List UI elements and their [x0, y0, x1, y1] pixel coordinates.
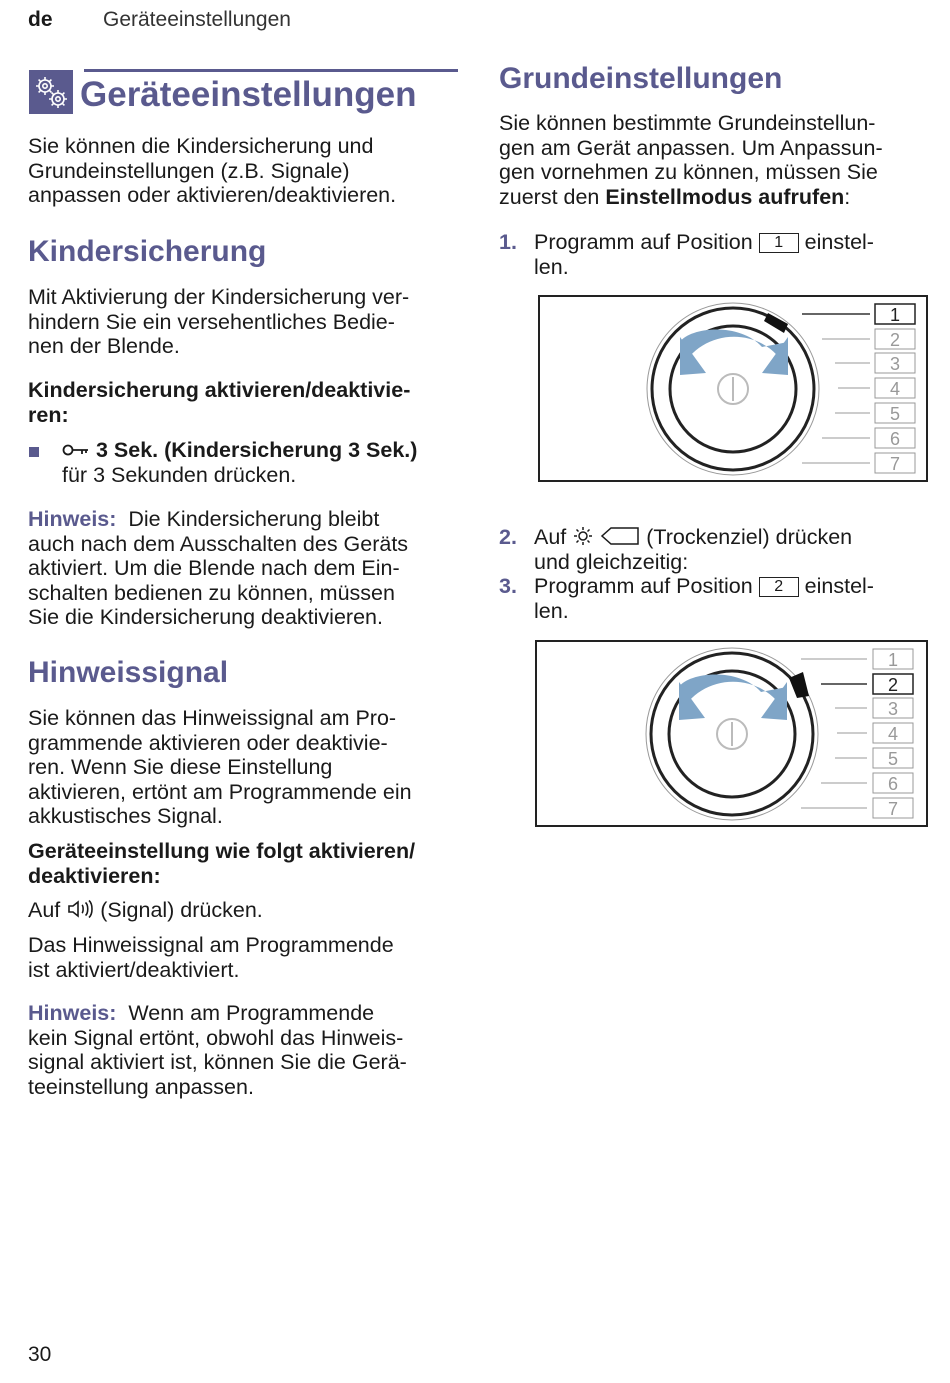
kindersicherung-instruction	[62, 438, 417, 487]
hinweissignal-description: Sie können das Hinweissignal am Pro- grammende aktivieren oder deaktivie- ren. Wenn Sie diese Einstellung aktivieren, ertönt am Programmende ein akkustisches Signal.	[28, 706, 412, 829]
dial-diagram-position-2	[535, 640, 928, 827]
language-code: de	[28, 8, 53, 31]
bullet-marker	[29, 447, 39, 457]
sun-icon	[572, 526, 594, 546]
hinweissignal-heading: Hinweissignal	[28, 656, 229, 689]
dial-pos-label: 4	[887, 724, 899, 744]
dial-pos-label: 7	[887, 799, 899, 819]
intro-paragraph: Sie können die Kindersicherung und Grundeinstellungen (z.B. Signale) anpassen oder aktivieren/deaktivieren.	[28, 134, 397, 208]
position-box: 1	[759, 233, 799, 253]
step-2: 2. Auf (Trockenziel) drücken und gleichzeitig:	[499, 525, 853, 574]
dial-pos-label: 2	[889, 330, 901, 350]
dial-pos-label: 3	[889, 354, 901, 374]
gear-settings-icon	[29, 70, 73, 114]
dial-pos-label: 5	[887, 749, 899, 769]
kindersicherung-note: Hinweis: Die Kindersicherung bleibt auch nach dem Ausschalten des Geräts aktiviert. Um die Blende nach dem Ein- schalten bedienen zu können, müssen Sie die Kindersicherung deaktivieren.	[28, 507, 409, 630]
dial-pos-label: 7	[889, 454, 901, 474]
dial-pos-label: 6	[887, 774, 899, 794]
dial-pos-label: 6	[889, 429, 901, 449]
signal-status: Das Hinweissignal am Programmende ist aktiviert/deaktiviert.	[28, 933, 394, 982]
kindersicherung-heading: Kindersicherung	[28, 235, 267, 268]
step-number: 3.	[499, 574, 517, 598]
grundeinstellungen-intro: Sie können bestimmte Grundeinstellun- gen am Gerät anpassen. Um Anpassun- gen vornehmen zu können, müssen Sie zuerst den Einstellmodus aufrufen:	[499, 111, 883, 209]
header-title: Geräteeinstellungen	[103, 8, 291, 31]
step-number: 1.	[499, 230, 517, 254]
step-1: 1. Programm auf Position 1 einstel- len.	[499, 230, 874, 279]
signal-press-instruction: Auf (Signal) drücken.	[28, 898, 263, 922]
hinweissignal-subheading: Geräteeinstellung wie folgt aktivieren/ deaktivieren:	[28, 839, 416, 888]
dial-pos-label: 5	[889, 404, 901, 424]
note-label: Hinweis:	[28, 507, 117, 531]
dial-pos-label: 2	[887, 675, 899, 695]
dial-diagram-position-1	[538, 295, 928, 482]
dial-pos-label: 1	[889, 305, 901, 325]
hinweissignal-note: Hinweis: Wenn am Programmende kein Signal ertönt, obwohl das Hinweis- signal aktiviert ist, können Sie die Gerä- teeinstellung anpassen.	[28, 1001, 407, 1099]
title-rule	[84, 69, 458, 72]
page-title: Geräteeinstellungen	[80, 75, 417, 114]
bullet-rest-text: für 3 Sekunden drücken.	[62, 462, 297, 487]
kindersicherung-description: Mit Aktivierung der Kindersicherung ver- hindern Sie ein versehentliches Bedie- nen der Blende.	[28, 285, 410, 359]
kindersicherung-subheading: Kindersicherung aktivieren/deaktivie- ren:	[28, 378, 411, 427]
note-label: Hinweis:	[28, 1001, 117, 1025]
page-number: 30	[28, 1343, 52, 1366]
position-box: 2	[759, 577, 799, 597]
dial-pos-label: 3	[887, 699, 899, 719]
speaker-icon	[66, 899, 94, 919]
dial-pos-label: 4	[889, 379, 901, 399]
key-icon	[62, 438, 90, 452]
step-3: 3. Programm auf Position 2 einstel- len.	[499, 574, 874, 623]
tab-icon	[600, 526, 640, 546]
grundeinstellungen-heading: Grundeinstellungen	[499, 62, 783, 95]
bullet-bold-text: 3 Sek. (Kindersicherung 3 Sek.)	[95, 438, 418, 462]
step-number: 2.	[499, 525, 517, 549]
dial-pos-label: 1	[887, 650, 899, 670]
